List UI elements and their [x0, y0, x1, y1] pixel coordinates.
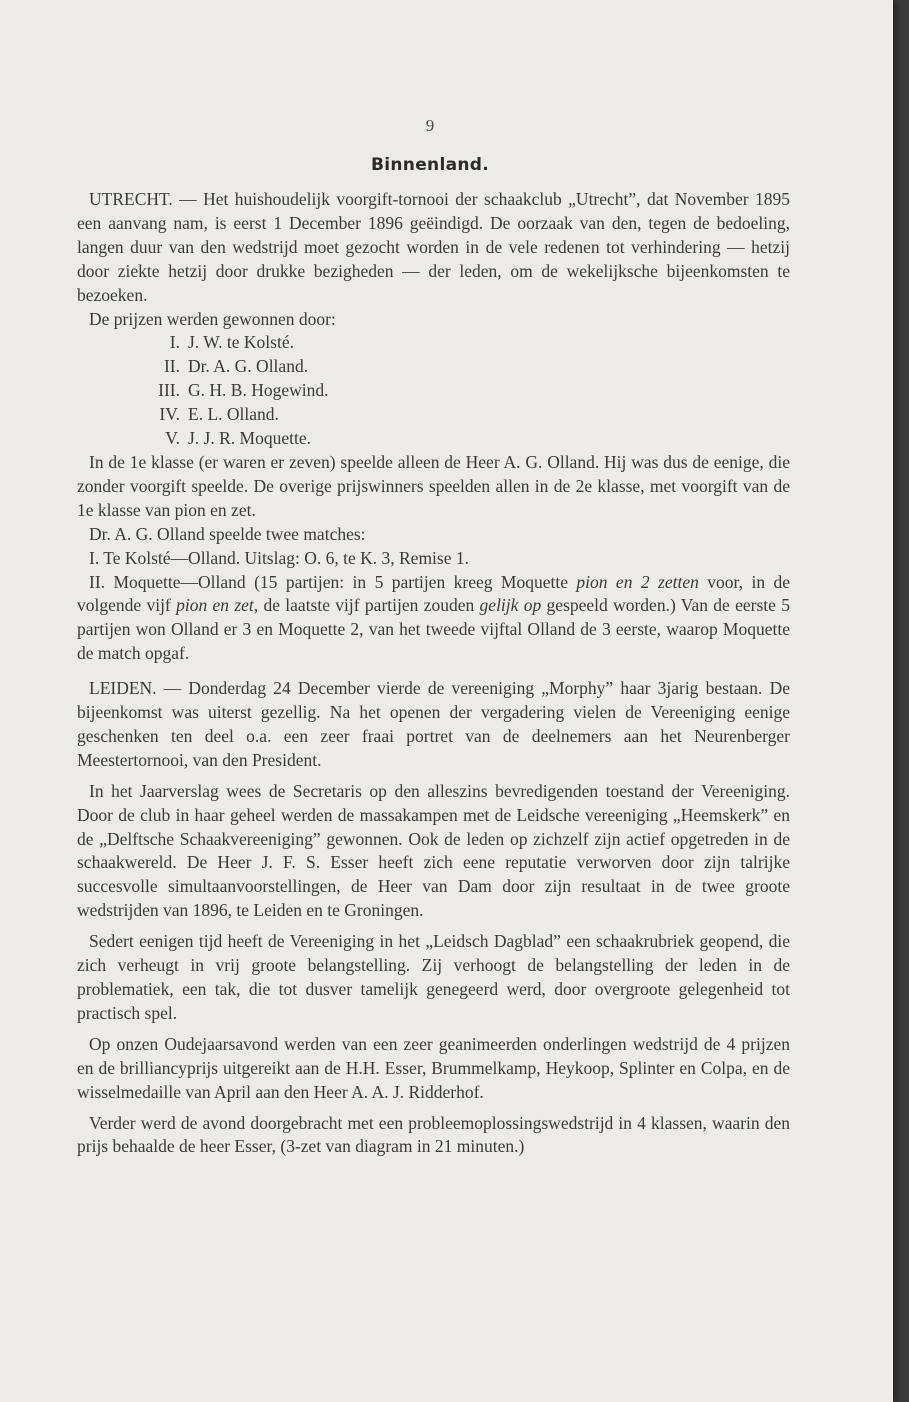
winner-row [77, 403, 790, 427]
winner-rank: I. [169, 332, 180, 353]
class-note-paragraph: In de 1e klasse (er waren er zeven) speelde alleen de Heer A. G. Olland. Hij was dus de eenige, die zonder voorgift speelde. De overige prijswinners speelden allen in de 2e klasse, met voorgift van de 1e klasse van pion en zet. [77, 451, 790, 520]
utrecht-intro-paragraph: UTRECHT. — Het huishoudelijk voorgift-tornooi der schaakclub „Utrecht”, dat November 1895 een aanvang nam, is eerst 1 December 1896 geëindigd. De oorzaak van den, tegen de bedoeling, langen duur van den wedstrijd moet gezocht worden in de vele redenen tot verhindering — hetzij door ziekte hetzij door drukke bezigheden — der leden, om de wekelijksche bijeenkomsten te bezoeken. [77, 189, 790, 305]
winner-rank: II. [163, 356, 180, 377]
leiden-paragraph-4: Op onzen Oudejaarsavond werden van een zeer geanimeerden onderlingen wedstrijd de 4 prijzen en de brilliancyprijs uitgereikt aan de H.H. Esser, Brummelkamp, Heykoop, Splinter en Colpa, en de wisselmedaille van April aan den Heer A. A. J. Ridderhof. [77, 1033, 790, 1102]
match-two-text-g: gespeeld worden.) Van de eerste 5 partijen won Olland er 3 en Moquette 2, van het tweede vijftal Olland de 3 eerste, waarop Moquette de match opgaf. [77, 595, 790, 664]
winner-name: E. L. Olland. [188, 404, 279, 425]
page-number: 9 [425, 116, 435, 135]
winner-row [77, 331, 790, 355]
article-body [77, 188, 790, 1159]
winner-name: Dr. A. G. Olland. [188, 356, 309, 377]
match-two [77, 571, 790, 667]
winner-rank: V. [165, 428, 180, 449]
winner-rank: III. [158, 380, 180, 401]
winner-row [77, 427, 790, 451]
match-two-italic-f: gelijk op [479, 595, 542, 616]
match-one: I. Te Kolsté—Olland. Uitslag: O. 6, te K. 3, Remise 1. [89, 547, 470, 568]
winner-rank: IV. [159, 404, 180, 425]
winner-name: J. J. R. Moquette. [188, 428, 311, 449]
winner-row [77, 379, 790, 403]
section-heading: Binnenland. [371, 155, 489, 175]
match-two-italic-b: pion en 2 zetten [576, 571, 699, 592]
winner-row [77, 355, 790, 379]
match-two-text-c: voor, in de volgende vijf [77, 571, 791, 616]
leiden-paragraph-3: Sedert eenigen tijd heeft de Vereeniging in het „Leidsch Dagblad” een schaakrubriek geopend, die zich verheugt in vrij groote belangstelling. Zij verhoogt de belangstelling der leden in de problematiek, een tak, die tot dusver tamelijk genegeerd werd, door overgroote gelegenheid tot practisch spel. [77, 931, 790, 1023]
leiden-paragraph-2: In het Jaarverslag wees de Secretaris op den alleszins bevredigenden toestand der Vereeniging. Door de club in haar geheel werden de massakampen met de Leidsche vereeniging „Heemskerk” en de „Delftsche Schaakvereeniging” gewonnen. Ook de leden op zichzelf zijn actief opgetreden in de schaakwereld. De Heer J. F. S. Esser heeft zich eene reputatie verworven door zijn talrijke succesvolle simultaanvoorstellingen, de Heer van Dam door zijn resultaat in de twee groote wedstrijden van 1896, te Leiden en te Groningen. [77, 780, 790, 921]
winner-name: J. W. te Kolsté. [188, 332, 294, 353]
matches-intro: Dr. A. G. Olland speelde twee matches: [89, 523, 366, 544]
winners-list [77, 331, 790, 451]
leiden-paragraph-5: Verder werd de avond doorgebracht met een probleemoplossingswedstrijd in 4 klassen, waarin den prijs behaalde de heer Esser, (3-zet van diagram in 21 minuten.) [77, 1112, 790, 1157]
winner-name: G. H. B. Hogewind. [188, 380, 329, 401]
match-two-italic-d: pion en zet [176, 595, 254, 616]
prizes-intro: De prijzen werden gewonnen door: [89, 308, 336, 329]
match-two-text-a: II. Moquette—Olland (15 partijen: in 5 partijen kreeg Moquette [89, 571, 577, 592]
match-two-text-e: , de laatste vijf partijen zouden [253, 595, 480, 616]
leiden-paragraph-1: LEIDEN. — Donderdag 24 December vierde de vereeniging „Morphy” haar 3jarig bestaan. De bijeenkomst was uiterst gezellig. Na het openen der vergadering vielen de Vereeniging eenige geschenken ten deel o.a. een zeer fraai portret van de deelnemers aan het Neurenberger Meestertornooi, van den President. [77, 678, 790, 770]
